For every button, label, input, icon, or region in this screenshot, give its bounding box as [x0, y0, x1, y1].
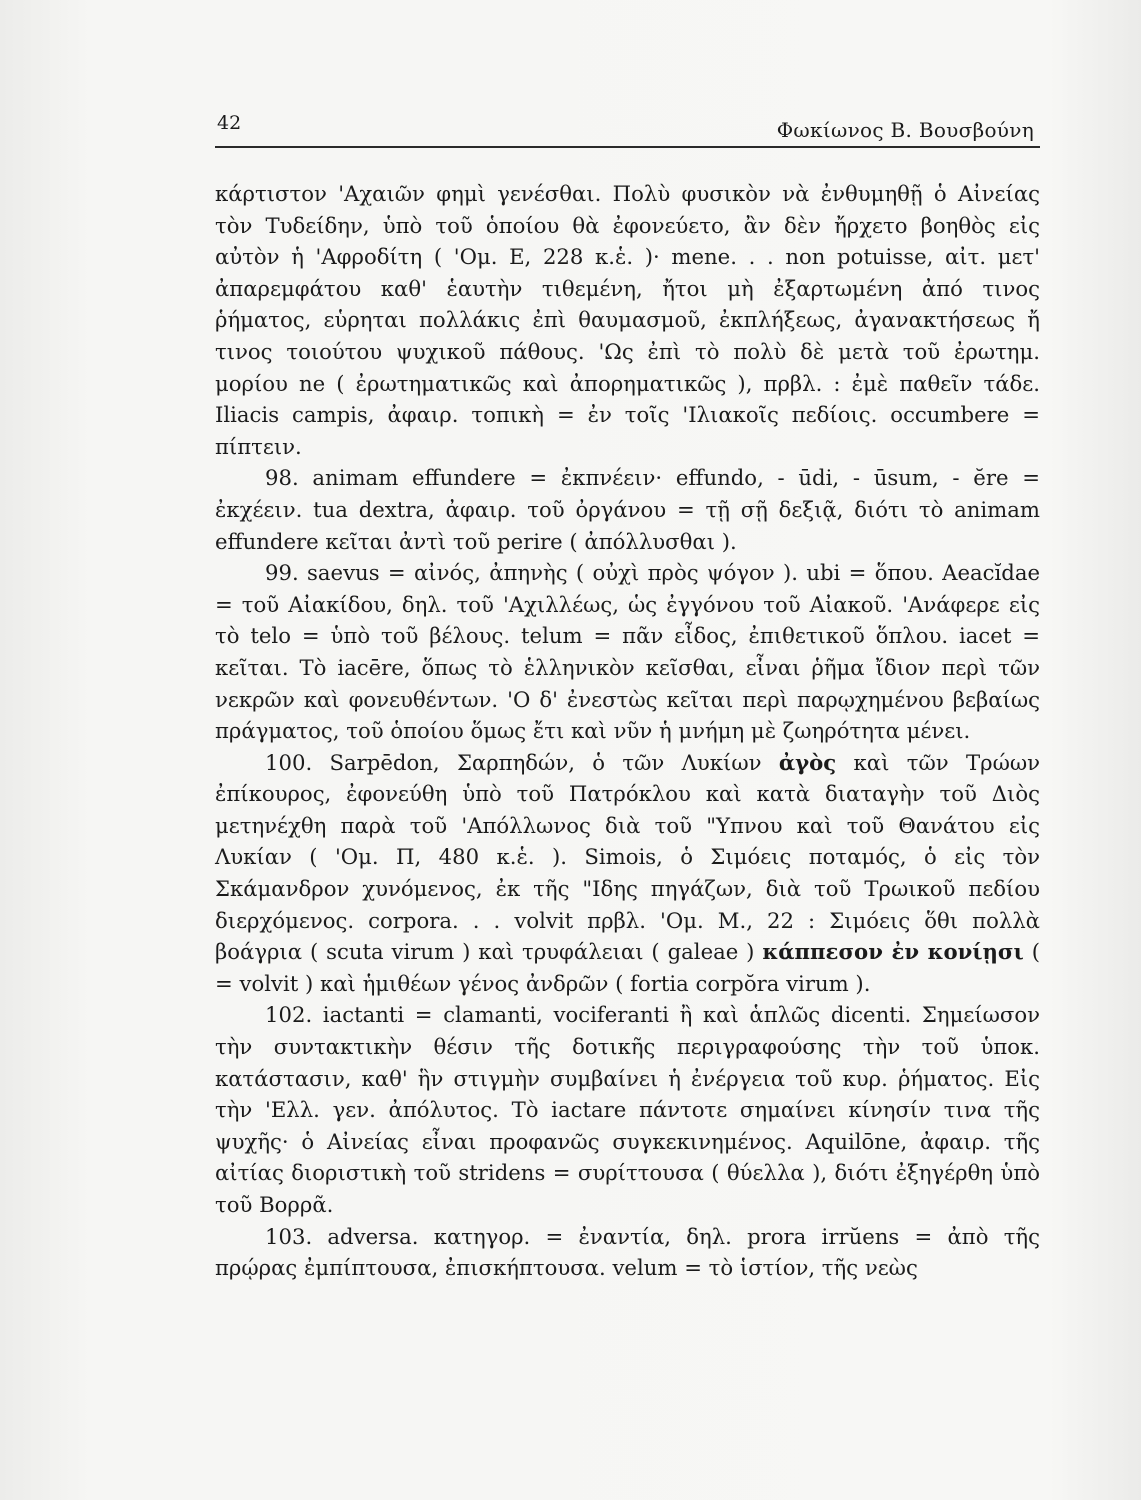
- page-number: 42: [217, 112, 242, 134]
- paragraph-text: 98. animam effundere = ἐκπνέειν· effundo, - ūdi, - ūsum, - ĕre = ἐκχέειν. tua dextra, ἀφαιρ. τοῦ ὀργάνου = τῇ σῇ δεξιᾷ, διότι τὸ animam effundere κεῖται ἀντὶ τοῦ perire ( ἀπόλλυσθαι ).: [215, 465, 1040, 554]
- bold-quotation: ἀγὸς: [778, 749, 837, 775]
- bold-quotation: κάππεσον ἐν κονίῃσι: [762, 939, 1024, 965]
- paragraph-text: 102. iactanti = clamanti, vociferanti ἢ καὶ ἁπλῶς dicenti. Σημείωσον τὴν συντακτικὴν θέσιν τῆς δοτικῆς περιγραφούσης τὴν τοῦ ὑποκ. κατάστασιν, καθ' ἣν στιγμὴν συμβαίνει ἡ ἐνέργεια τοῦ κυρ. ῥήματος. Εἰς τὴν 'Ελλ. γεν. ἀπόλυτος. Τὸ iactare πάντοτε σημαίνει κίνησίν τινα τῆς ψυχῆς· ὁ Αἰνείας εἶναι προφανῶς συγκεκινημένος. Aquilōne, ἀφαιρ. τῆς αἰτίας διοριστικὴ τοῦ stridens = συρίττουσα ( θύελλα ), διότι ἐξηγέρθη ὑπὸ τοῦ Βορρᾶ.: [215, 1002, 1040, 1217]
- commentary-paragraph: [215, 999, 1040, 1220]
- commentary-paragraph: [215, 462, 1040, 557]
- paragraph-text: 100. Sarpēdon, Σαρπηδών, ὁ τῶν Λυκίων: [265, 749, 779, 775]
- page-header: [215, 106, 1040, 148]
- paragraph-text: καὶ τῶν Τρώων ἐπίκουρος, ἐφονεύθη ὑπὸ τοῦ Πατρόκλου καὶ κατὰ διαταγὴν τοῦ Διὸς μετηνέχθη παρὰ τοῦ 'Απόλλωνος διὰ τοῦ "Υπνου καὶ τοῦ Θανάτου εἰς Λυκίαν ( 'Ομ. Π, 480 κ.ἑ. ). Simois, ὁ Σιμόεις ποταμός, ὁ εἰς τὸν Σκάμανδρον χυνόμενος, ἐκ τῆς "Ιδης πηγάζων, διὰ τοῦ Τρωικοῦ πεδίου διερχόμενος. corpora. . . volvit πρβλ. 'Ομ. Μ., 22 : Σιμόεις ὅθι πολλὰ βοάγρια ( scuta virum ) καὶ τρυφάλειαι ( galeae ): [215, 749, 1040, 965]
- continued-paragraph: [215, 178, 1040, 462]
- paragraph-text: 103. adversa. κατηγορ. = ἐναντία, δηλ. prora irrŭens = ἀπὸ τῆς πρῴρας ἐμπίπτουσα, ἐπισκήπτουσα. velum = τὸ ἱστίον, τῆς νεὼς: [215, 1223, 1040, 1281]
- running-head-author: Φωκίωνος Β. Βουσβούνη: [776, 118, 1034, 142]
- commentary-text: [215, 178, 1040, 1284]
- paragraph-text: κάρτιστον 'Αχαιῶν φημὶ γενέσθαι. Πολὺ φυσικὸν νὰ ἐνθυμηθῇ ὁ Αἰνείας τὸν Τυδείδην, ὑπὸ τοῦ ὁποίου θὰ ἐφονεύετο, ἂν δὲν ἤρχετο βοηθὸς εἰς αὐτὸν ἡ 'Αφροδίτη ( 'Ομ. Ε, 228 κ.ἑ. )· mene. . . non potuisse, αἰτ. μετ' ἀπαρεμφάτου καθ' ἑαυτὴν τιθεμένη, ἤτοι μὴ ἐξαρτωμένη ἀπό τινος ῥήματος, εὑρηται πολλάκις ἐπὶ θαυμασμοῦ, ἐκπλήξεως, ἀγανακτήσεως ἤ τινος τοιούτου ψυχικοῦ πάθους. 'Ως ἐπὶ τὸ πολὺ δὲ μετὰ τοῦ ἐρωτημ. μορίου ne ( ἐρωτηματικῶς καὶ ἀπορηματικῶς ), πρβλ. : ἐμὲ παθεῖν τάδε. Iliacis campis, ἀφαιρ. τοπικὴ = ἐν τοῖς 'Ιλιακοῖς πεδίοις. occumbere = πίπτειν.: [215, 181, 1040, 459]
- commentary-paragraph: [215, 557, 1040, 747]
- commentary-paragraph: [215, 1221, 1040, 1284]
- paragraph-text: ( = volvit ) καὶ ἡμιθέων γένος ἀνδρῶν ( fortia corpŏra virum ).: [215, 939, 1040, 996]
- paragraph-text: 99. saevus = αἰνός, ἀπηνὴς ( οὐχὶ πρὸς ψόγον ). ubi = ὅπου. Aeacĭdae = τοῦ Αἰακίδου, δηλ. τοῦ 'Αχιλλέως, ὡς ἐγγόνου τοῦ Αἰακοῦ. 'Ανάφερε εἰς τὸ telo = ὑπὸ τοῦ βέλους. telum = πᾶν εἶδος, ἐπιθετικοῦ ὅπλου. iacet = κεῖται. Τὸ iacēre, ὅπως τὸ ἑλληνικὸν κεῖσθαι, εἶναι ῥῆμα ἴδιον περὶ τῶν νεκρῶν καὶ φονευθέντων. 'Ο δ' ἐνεστὼς κεῖται περὶ παρῳχημένου βεβαίως πράγματος, τοῦ ὁποίου ὅμως ἔτι καὶ νῦν ἡ μνήμη μὲ ζωηρότητα μένει.: [215, 560, 1040, 744]
- commentary-paragraph: [215, 747, 1040, 1000]
